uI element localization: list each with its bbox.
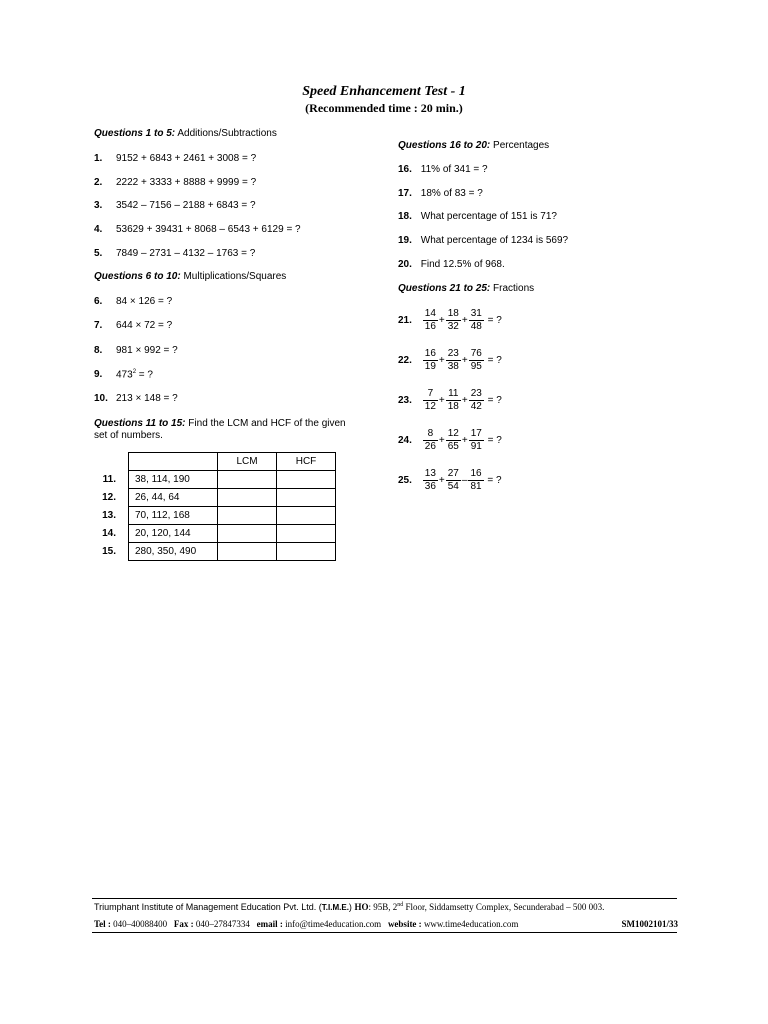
- page-title: Speed Enhancement Test - 1: [302, 84, 466, 99]
- section-topic: Percentages: [493, 140, 550, 151]
- question-21: 21. $\frac{14}{16}$ + $\frac{18}{32}$ + $\frac{31}{48}$ = ?: [398, 308, 502, 332]
- lcm-cell: [218, 525, 277, 543]
- fraction: $\frac{76}{95}$: [470, 348, 482, 372]
- hcf-cell: [277, 543, 336, 561]
- footer-address: Triumphant Institute of Management Education Pvt. Ltd. (T.I.M.E.) HO: 95B, 2nd Floor, Siddamsetty Complex, Secunderabad – 500 003.: [94, 902, 605, 912]
- hcf-cell: [277, 507, 336, 525]
- page-subtitle: (Recommended time : 20 min.): [305, 101, 463, 115]
- section-topic: Fractions: [493, 283, 535, 294]
- table-row: 13. 70, 112, 168: [94, 507, 336, 525]
- lcm-cell: [218, 471, 277, 489]
- section-heading-additions: [94, 128, 277, 139]
- question-5: 5. 7849 – 2731 – 4132 – 1763 = ?: [94, 248, 256, 259]
- table-header-row: [94, 453, 336, 471]
- section-heading-fractions: [398, 283, 534, 294]
- question-1: 1. 9152 + 6843 + 2461 + 3008 = ?: [94, 153, 257, 164]
- hcf-cell: [277, 489, 336, 507]
- section-topic-continued: set of numbers.: [94, 430, 163, 441]
- question-9: 9. $473^2$ = ?: [94, 369, 153, 381]
- lcm-cell: [218, 489, 277, 507]
- question-16: 16. 11% of 341 = ?: [398, 164, 488, 175]
- question-22: 22. $\frac{16}{19}$ + $\frac{23}{38}$ + $\frac{76}{95}$ = ?: [398, 348, 502, 372]
- table-row: 15. 280, 350, 490: [94, 543, 336, 561]
- question-19: 19. What percentage of 1234 is 569?: [398, 235, 569, 246]
- lcm-cell: [218, 543, 277, 561]
- section-label: Questions 21 to 25:: [398, 283, 491, 294]
- question-7: 7. 644 × 72 = ?: [94, 320, 173, 331]
- footer-contact: Tel : 040–40088400 Fax : 040–27847334 email : info@time4education.com website : www.time4education.com SM1002101/33: [94, 919, 678, 929]
- question-17: 17. 18% of 83 = ?: [398, 188, 483, 199]
- section-label: Questions 1 to 5:: [94, 128, 176, 139]
- question-4: 4. 53629 + 39431 + 8068 – 6543 + 6129 = ?: [94, 224, 301, 235]
- column-header-hcf: HCF: [277, 453, 336, 471]
- email-link[interactable]: info@time4education.com: [285, 919, 382, 929]
- question-18: 18. What percentage of 151 is 71?: [398, 211, 557, 222]
- fraction: $\frac{14}{16}$: [424, 308, 436, 332]
- question-8: 8. 981 × 992 = ?: [94, 345, 178, 356]
- website-link[interactable]: www.time4education.com: [423, 919, 519, 929]
- fraction: $\frac{31}{48}$: [470, 308, 482, 332]
- question-3: 3. 3542 – 7156 – 2188 + 6843 = ?: [94, 200, 256, 211]
- lcm-hcf-table: [94, 452, 336, 561]
- fraction: $\frac{17}{91}$: [470, 428, 482, 452]
- fraction: $\frac{23}{42}$: [470, 388, 482, 412]
- fraction: $\frac{13}{36}$: [424, 468, 436, 492]
- section-topic: Multiplications/Squares: [183, 271, 287, 282]
- fraction: $\frac{7}{12}$: [424, 388, 436, 412]
- section-label: Questions 16 to 20:: [398, 140, 491, 151]
- fraction: $\frac{18}{32}$: [447, 308, 459, 332]
- fraction: $\frac{23}{38}$: [447, 348, 459, 372]
- question-25: 25. $\frac{13}{36}$ + $\frac{27}{54}$ – $\frac{16}{81}$ = ?: [398, 468, 502, 492]
- question-6: 6. 84 × 126 = ?: [94, 296, 173, 307]
- question-10: 10. 213 × 148 = ?: [94, 393, 178, 404]
- section-label: Questions 6 to 10:: [94, 271, 181, 282]
- section-heading-multiplications: [94, 271, 286, 282]
- hcf-cell: [277, 471, 336, 489]
- fraction: $\frac{8}{26}$: [424, 428, 436, 452]
- section-topic: Find the LCM and HCF of the given: [188, 418, 346, 429]
- hcf-cell: [277, 525, 336, 543]
- fraction: $\frac{11}{18}$: [447, 388, 459, 412]
- lcm-cell: [218, 507, 277, 525]
- table-row: 14. 20, 120, 144: [94, 525, 336, 543]
- table-row: 11. 38, 114, 190: [94, 471, 336, 489]
- section-heading-lcm-hcf: [94, 418, 346, 429]
- section-heading-percentages: [398, 140, 549, 151]
- section-topic: Additions/Subtractions: [177, 128, 277, 139]
- footer-bottom-rule: [92, 932, 677, 933]
- fraction: $\frac{12}{65}$: [447, 428, 459, 452]
- question-23: 23. $\frac{7}{12}$ + $\frac{11}{18}$ + $\frac{23}{42}$ = ?: [398, 388, 502, 412]
- question-24: 24. $\frac{8}{26}$ + $\frac{12}{65}$ + $\frac{17}{91}$ = ?: [398, 428, 502, 452]
- document-code: SM1002101/33: [621, 919, 678, 929]
- section-label: Questions 11 to 15:: [94, 418, 186, 429]
- question-2: 2. 2222 + 3333 + 8888 + 9999 = ?: [94, 177, 257, 188]
- fraction: $\frac{16}{81}$: [470, 468, 482, 492]
- brand-name: T.I.M.E.: [321, 903, 349, 912]
- column-header-lcm: LCM: [218, 453, 277, 471]
- fraction: $\frac{16}{19}$: [424, 348, 436, 372]
- fraction: $\frac{27}{54}$: [447, 468, 459, 492]
- footer-top-rule: [92, 898, 677, 899]
- table-row: 12. 26, 44, 64: [94, 489, 336, 507]
- question-20: 20. Find 12.5% of 968.: [398, 259, 505, 270]
